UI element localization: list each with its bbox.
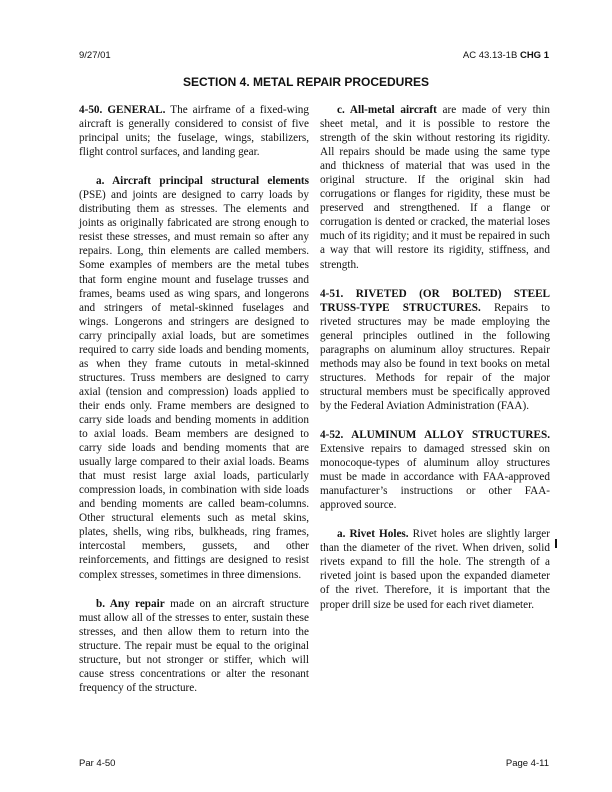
paragraph-4-52 [320, 428, 550, 512]
paragraph-heading: 4-52. ALUMINUM ALLOY STRUCTURES. [320, 428, 550, 441]
paragraph-heading: c. All-metal aircraft [337, 104, 437, 116]
paragraph-heading: 4-50. GENERAL. [79, 104, 166, 116]
left-column [79, 103, 309, 710]
paragraph-heading: a. Aircraft principal structural elements [96, 175, 309, 188]
paragraph-text: The airframe of a fixed-wing aircraft is generally considered to consist of five principal units; the fuselage, wings, stabilizers, flight control surfaces, and landing gear. [79, 104, 309, 159]
paragraph-4-51 [320, 287, 550, 413]
footer-page-number: Page 4-11 [505, 758, 549, 769]
paragraph-text: (PSE) and joints are designed to carry loads by distributing them as stresses. The elements and joints as originally fabricated are strong enough to resist these stresses, and must remain so after any repairs. Long, thin elements are called members. Some examples of members are the metal tubes that form engine mount and fuselage trusses and frames, beams used as wing spars, and longerons and stringers of metal-skinned fuselages and wings. Longerons and stringers are designed to carry principally axial loads, but are sometimes required to carry side loads and bending moments, as when they frame cutouts in metal-skinned structures. Truss members are designed to carry axial (tension and compression) loads applied to their ends only. Frame members are designed to carry side loads and bending moments in addition to axial loads. Beam members are designed to carry side loads and bending moments that are usually large compared to their axial loads. Beams that must resist large axial loads, particularly compression loads, in combination with side loads and bending moments are called beam-columns. Other structural elements such as metal skins, plates, shells, wing ribs, bulkheads, ring frames, intercostal members, gussets, and other reinforcements, and fittings are designed to resist complex stresses, sometimes in three dimensions. [79, 189, 309, 581]
paragraph-4-50b [79, 597, 309, 695]
header-date: 9/27/01 [79, 50, 111, 61]
paragraph-text: Repairs to riveted structures may be made employing the general principles outlined in the following paragraphs on aluminum alloy structures. Repair methods may also be found in text books on metal structures. Methods for repair of the major structural members must be specifically approved by the Federal Aviation Administration (FAA). [320, 301, 550, 412]
paragraph-4-50 [79, 103, 309, 159]
paragraph-heading: 4-51. RIVETED (OR BOLTED) STEEL TRUSS-TYPE STRUCTURES. [320, 287, 550, 314]
paragraph-4-52a [320, 527, 550, 611]
paragraph-text: Rivet holes are slightly larger than the diameter of the rivet. When driven, solid rivets expand to fill the hole. The strength of a riveted joint is based upon the expanded diameter of the rivet. Therefore, it is important that the proper drill size be used for each rivet diameter. [320, 528, 550, 611]
paragraph-heading: a. Rivet Holes. [337, 528, 409, 541]
right-column [320, 103, 550, 627]
paragraph-text: Extensive repairs to damaged stressed skin on monocoque-types of aluminum alloy structures must be made in accordance with FAA-approved manufacturer’s instructions or other FAA-approved source. [320, 443, 550, 512]
paragraph-text: are made of very thin sheet metal, and it is possible to restore the strength of the skin without restoring its rigidity. All repairs should be made using the same type and thickness of material that was used in the original structure. If the original skin had corrugations or flanges for rigidity, these must be preserved and strengthened. If a flange or corrugation is dented or cracked, the material loses much of its rigidity; and it must be repaired in such a way that will restore its rigidity, stiffness, and strength. [320, 104, 550, 271]
change-number: CHG 1 [519, 50, 549, 61]
ac-number: AC 43.13-1B [462, 50, 518, 61]
header-document-id [463, 50, 549, 61]
section-title: SECTION 4. METAL REPAIR PROCEDURES [182, 75, 430, 89]
paragraph-text: made on an aircraft structure must allow all of the stresses to enter, sustain these stresses, and then allow them to return into the structure. The repair must be equal to the original structure, but not stronger or stiffer, which will cause stress concentrations or alter the resonant frequency of the structure. [79, 597, 309, 694]
paragraph-4-50a [79, 174, 309, 581]
paragraph-heading: b. Any repair [96, 597, 165, 610]
footer-paragraph-ref: Par 4-50 [79, 758, 116, 769]
paragraph-4-50c [320, 103, 550, 272]
change-bar [555, 539, 557, 548]
